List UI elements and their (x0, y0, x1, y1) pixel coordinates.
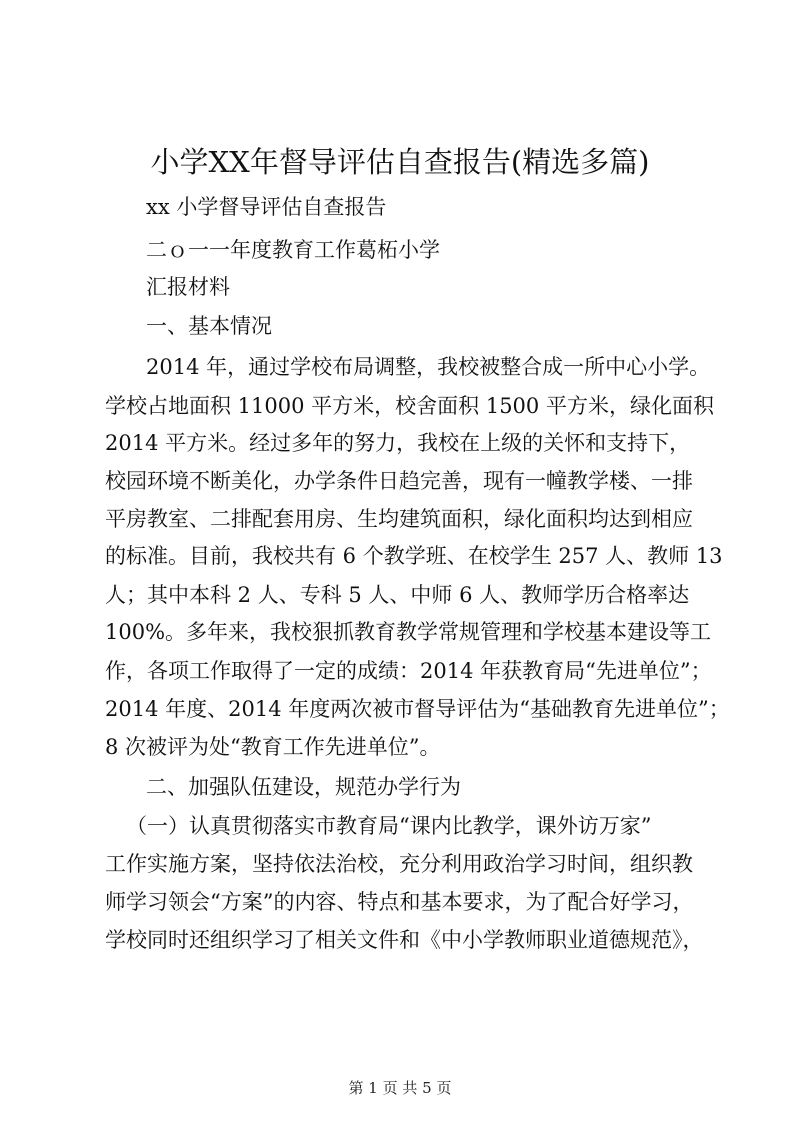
section-heading-team: 二、加强队伍建设，规范办学行为 (146, 775, 461, 799)
page-footer: 第 1 页 共 5 页 (348, 1079, 452, 1097)
paragraph-line: 平房教室、二排配套用房、生均建筑面积，绿化面积均达到相应 (105, 507, 693, 531)
paragraph-line: 人；其中本科 2 人、专科 5 人、中师 6 人、教师学历合格率达 (105, 583, 690, 607)
paragraph-line: 2014 年度、2014 年度两次被市督导评估为“基础教育先进单位”； (105, 697, 730, 721)
line-report-material: 汇报材料 (146, 275, 230, 299)
paragraph-line: 8 次被评为处“教育工作先进单位”。 (105, 735, 441, 759)
paragraph-line: 作，各项工作取得了一定的成绩：2014 年获教育局“先进单位”； (105, 659, 712, 683)
document-title: 小学XX年督导评估自查报告(精选多篇) (150, 145, 650, 179)
paragraph-line: 2014 平方米。经过多年的努力，我校在上级的关怀和支持下， (105, 431, 691, 455)
line-year-school: 二ｏ一一年度教育工作葛柘小学 (146, 238, 440, 262)
paragraph-line: 100%。多年来，我校狠抓教育教学常规管理和学校基本建设等工 (105, 620, 712, 644)
paragraph-line: 学校占地面积 11000 平方米，校舍面积 1500 平方米，绿化面积 (105, 394, 714, 418)
line-subtitle: xx 小学督导评估自查报告 (146, 195, 387, 219)
paragraph-line: 工作实施方案，坚持依法治校，充分利用政治学习时间，组织教 (105, 852, 693, 876)
paragraph-line: 师学习领会“方案”的内容、特点和基本要求，为了配合好学习， (105, 890, 694, 914)
section-heading-basic: 一、基本情况 (146, 314, 272, 338)
paragraph-line: （一）认真贯彻落实市教育局“课内比教学，课外访万家” (126, 814, 652, 838)
paragraph-line: 2014 年，通过学校布局调整，我校被整合成一所中心小学。 (146, 355, 711, 379)
paragraph-line: 学校同时还组织学习了相关文件和《中小学教师职业道德规范》， (105, 928, 704, 952)
paragraph-line: 的标准。目前，我校共有 6 个教学班、在校学生 257 人、教师 13 (105, 544, 723, 568)
paragraph-line: 校园环境不断美化，办学条件日趋完善，现有一幢教学楼、一排 (105, 469, 693, 493)
